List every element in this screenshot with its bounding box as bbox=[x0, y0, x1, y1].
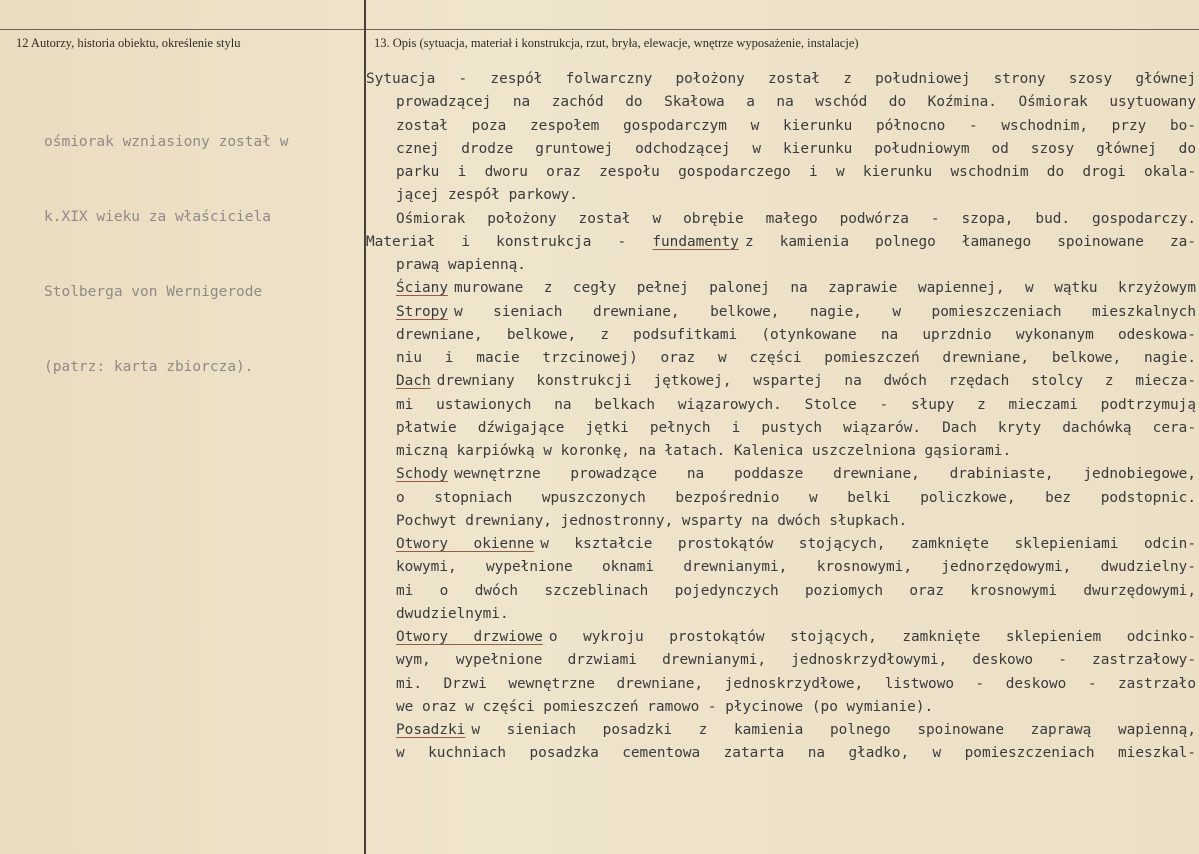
description-line bbox=[366, 626, 1196, 649]
line-text: o wykroju prostokątów stojących, zamknięte sklepieniem odcinko- bbox=[548, 629, 1196, 645]
section-13-header: 13. Opis (sytuacja, materiał i konstrukcja, rzut, bryła, elewacje, wnętrze wyposażenie, instalacje) bbox=[374, 36, 859, 50]
line-text: niu i macie trzcinowej) oraz w części pomieszczeń drewniane, belkowe, nagie. bbox=[396, 350, 1196, 366]
description-line bbox=[366, 254, 1196, 277]
underlined-term: Posadzki bbox=[396, 722, 466, 738]
authors-history-text bbox=[44, 80, 344, 430]
line-text: w kuchniach posadzka cementowa zatarta na gładko, w pomieszczeniach mieszkal- bbox=[396, 745, 1196, 762]
description-line bbox=[366, 115, 1196, 138]
line-text: wym, wypełnione drzwiami drewnianymi, jednoskrzydłowymi, deskowo - zastrzałowy- bbox=[396, 652, 1196, 669]
description-line bbox=[366, 580, 1196, 603]
underlined-term: Dach bbox=[396, 373, 431, 390]
line-text: mi o dwóch szczeblinach pojedynczych poziomych oraz krosnowymi dwurzędowymi, bbox=[396, 582, 1196, 599]
description-line bbox=[366, 440, 1196, 463]
description-line bbox=[366, 649, 1196, 672]
line-text: prawą wapienną. bbox=[396, 257, 526, 273]
line-text: z kamienia polnego łamanego spoinowane za- bbox=[744, 233, 1196, 250]
line-text: Sytuacja - zespół folwarczny położony został z południowej strony szosy głównej bbox=[366, 71, 1196, 87]
left-line: Stolberga von Wernigerode bbox=[44, 284, 263, 300]
description-line bbox=[366, 138, 1196, 161]
line-text: w sieniach posadzki z kamienia polnego spoinowane zaprawą wapienną, bbox=[471, 722, 1196, 738]
left-line: (patrz: karta zbiorcza). bbox=[44, 359, 254, 375]
line-text: wewnętrzne prowadzące na poddasze drewniane, drabiniaste, jednobiegowe, bbox=[453, 466, 1196, 483]
description-line bbox=[366, 370, 1196, 393]
line-text: Pochwyt drewniany, jednostronny, wsparty na dwóch słupkach. bbox=[396, 512, 908, 529]
left-line: k.XIX wieku za właściciela bbox=[44, 209, 271, 225]
description-line bbox=[366, 719, 1196, 742]
description-line bbox=[366, 603, 1196, 626]
line-text: mi. Drzwi wewnętrzne drewniane, jednoskrzydłowe, listwowo - deskowo - zastrzało bbox=[396, 675, 1196, 692]
line-text: drewniane, belkowe, z podsufitkami (otynkowane na uprzdnio wykonanym odeskowa- bbox=[396, 326, 1196, 343]
description-line bbox=[366, 277, 1196, 300]
line-text: został poza zespołem gospodarczym w kierunku północno - wschodnim, przy bo- bbox=[396, 117, 1196, 134]
description-line bbox=[366, 161, 1196, 184]
description-line bbox=[366, 742, 1196, 765]
line-text: murowane z cegły pełnej palonej na zaprawie wapiennej, w wątku krzyżowym bbox=[453, 280, 1196, 297]
left-line: ośmiorak wzniasiony został w bbox=[44, 134, 289, 150]
underlined-term: Stropy bbox=[396, 303, 448, 320]
underlined-term: Schody bbox=[396, 466, 448, 483]
description-line bbox=[366, 347, 1196, 370]
line-text: jącej zespół parkowy. bbox=[396, 187, 578, 204]
header-rule bbox=[0, 29, 1199, 30]
line-text: drewniany konstrukcji jętkowej, wspartej na dwóch rzędach stolcy z miecza- bbox=[436, 373, 1196, 390]
description-line bbox=[366, 301, 1196, 324]
line-text: cznej drodze gruntowej odchodzącej w kierunku południowym od szosy głównej do bbox=[396, 140, 1196, 157]
description-line bbox=[366, 231, 1196, 254]
line-text: w sieniach drewniane, belkowe, nagie, w pomieszczeniach mieszkalnych bbox=[453, 303, 1196, 320]
description-text bbox=[366, 68, 1196, 766]
line-text: parku i dworu oraz zespołu gospodarczego i w kierunku wschodnim do drogi okala- bbox=[396, 164, 1196, 180]
line-text: kowymi, wypełnione oknami drewnianymi, krosnowymi, jednorzędowymi, dwudzielny- bbox=[396, 559, 1196, 576]
section-12-header: 12 Autorzy, historia obiektu, określenie stylu bbox=[16, 36, 241, 50]
line-text: o stopniach wpuszczonych bezpośrednio w belki policzkowe, bez podstopnic. bbox=[396, 489, 1196, 506]
underlined-term: Otwory drzwiowe bbox=[396, 629, 543, 645]
line-text: we oraz w części pomieszczeń ramowo - płycinowe (po wymianie). bbox=[396, 698, 934, 715]
underlined-term: Ściany bbox=[396, 280, 448, 297]
line-text: Ośmiorak położony został w obrębie małego podwórza - szopa, bud. gospodarczy. bbox=[396, 210, 1196, 227]
description-line bbox=[366, 68, 1196, 91]
description-line bbox=[366, 487, 1196, 510]
description-line bbox=[366, 533, 1196, 556]
line-prefix: Materiał i konstrukcja - bbox=[366, 233, 653, 250]
description-line bbox=[366, 696, 1196, 719]
line-text: płatwie dźwigające jętki pełnych i pustych wiązarów. Dach kryty dachówką cera- bbox=[396, 419, 1196, 436]
line-text: mi ustawionych na belkach wiązarowych. Stolce - słupy z mieczami podtrzymują bbox=[396, 396, 1196, 413]
description-line bbox=[366, 184, 1196, 207]
line-text: miczną karpiówką w koronkę, na łatach. Kalenica uszczelniona gąsiorami. bbox=[396, 443, 1012, 459]
description-line bbox=[366, 394, 1196, 417]
description-line bbox=[366, 556, 1196, 579]
underlined-term: Otwory okienne bbox=[396, 536, 535, 552]
description-line bbox=[366, 417, 1196, 440]
description-line bbox=[366, 673, 1196, 696]
underlined-term: fundamenty bbox=[652, 233, 739, 250]
description-line bbox=[366, 510, 1196, 533]
description-line bbox=[366, 324, 1196, 347]
line-text: prowadzącej na zachód do Skałowa a na wschód do Koźmina. Ośmiorak usytuowany bbox=[396, 94, 1196, 111]
line-text: w kształcie prostokątów stojących, zamknięte sklepieniami odcin- bbox=[540, 536, 1196, 552]
description-line bbox=[366, 91, 1196, 114]
description-line bbox=[366, 208, 1196, 231]
description-line bbox=[366, 463, 1196, 486]
line-text: dwudzielnymi. bbox=[396, 605, 509, 622]
